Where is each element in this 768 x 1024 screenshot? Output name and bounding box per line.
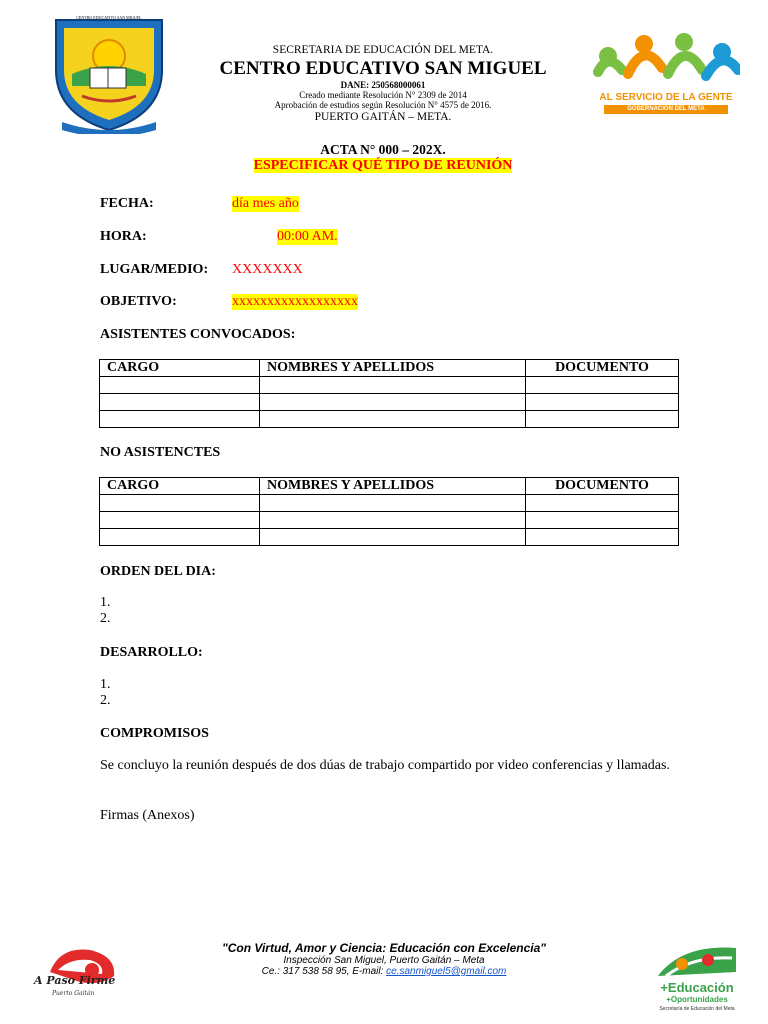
objetivo-label: OBJETIVO:: [100, 294, 177, 309]
list-item: 1.: [100, 677, 111, 692]
secretaria-educacion-text: Secretaría de Educación del Meta: [659, 1006, 735, 1012]
header-resolucion-aprobacion: Aprobación de estudios según Resolución N° 4575 de 2016.: [274, 100, 492, 110]
column-header-documento: DOCUMENTO: [526, 360, 679, 377]
firmas-text: Firmas (Anexos): [100, 808, 195, 823]
footer-phone: Ce.: 317 538 58 95, E-mail:: [261, 966, 387, 977]
list-item: 2.: [100, 693, 111, 708]
no-asistentes-title: NO ASISTENCTES: [100, 445, 221, 460]
footer-contact: [160, 966, 608, 977]
table-cell: [260, 512, 526, 529]
table-cell: [100, 495, 260, 512]
table-row: [100, 377, 679, 394]
desarrollo-title: DESARROLLO:: [100, 645, 203, 660]
table-row: [100, 512, 679, 529]
compromisos-title: COMPROMISOS: [100, 726, 209, 741]
mas-educacion-logo: [652, 942, 742, 1016]
gov-logo-slogan: AL SERVICIO DE LA GENTE: [599, 92, 733, 103]
table-cell: [100, 377, 260, 394]
table-row: [100, 394, 679, 411]
a-paso-firme-logo: [30, 942, 122, 1006]
a-paso-firme-text: A Paso Firme: [34, 974, 116, 987]
asistentes-table: [99, 359, 679, 428]
gobernacion-meta-logo: [592, 30, 740, 116]
orden-title: ORDEN DEL DIA:: [100, 564, 216, 579]
objetivo-value: xxxxxxxxxxxxxxxxxx: [232, 294, 358, 309]
table-cell: [526, 529, 679, 546]
gov-logo-name: GOBERNACIÓN DEL META: [604, 105, 728, 114]
table-header-row: [100, 360, 679, 377]
table-cell: [260, 529, 526, 546]
lugar-value: XXXXXXX: [232, 262, 303, 277]
header-city: PUERTO GAITÁN – META.: [314, 111, 452, 123]
table-cell: [260, 394, 526, 411]
footer-motto: "Con Virtud, Amor y Ciencia: Educación con Excelencia": [222, 941, 546, 955]
table-row: [100, 529, 679, 546]
hora-value: 00:00 AM.: [277, 229, 338, 244]
mas-educacion-text: +Educación: [660, 980, 734, 995]
table-cell: [526, 512, 679, 529]
table-cell: [526, 377, 679, 394]
table-cell: [100, 411, 260, 428]
column-header-nombres: NOMBRES Y APELLIDOS: [260, 478, 526, 495]
table-cell: [260, 495, 526, 512]
table-header-row: [100, 478, 679, 495]
asistentes-title: ASISTENTES CONVOCADOS:: [100, 327, 296, 342]
table-cell: [100, 394, 260, 411]
acta-subtitle-text: ESPECIFICAR QUÉ TIPO DE REUNIÓN: [253, 158, 513, 173]
column-header-cargo: CARGO: [100, 360, 260, 377]
table-row: [100, 411, 679, 428]
table-row: [100, 495, 679, 512]
list-item: 1.: [100, 595, 111, 610]
table-cell: [526, 394, 679, 411]
table-cell: [260, 411, 526, 428]
compromisos-text: Se concluyo la reunión después de dos dúas de trabajo compartido por video conferencias y llamadas.: [100, 758, 670, 773]
fecha-value: día mes año: [232, 196, 299, 211]
list-item: 2.: [100, 611, 111, 626]
table-cell: [526, 495, 679, 512]
column-header-nombres: NOMBRES Y APELLIDOS: [260, 360, 526, 377]
footer-address: Inspección San Miguel, Puerto Gaitán – Meta: [283, 955, 485, 966]
acta-subtitle: [200, 158, 566, 174]
footer-email-link[interactable]: ce.sanmiguel5@gmail.com: [386, 966, 507, 977]
mas-oportunidades-text: +Oportunidades: [666, 995, 728, 1004]
table-cell: [100, 529, 260, 546]
fecha-label: FECHA:: [100, 196, 154, 211]
header-school-name: CENTRO EDUCATIVO SAN MIGUEL: [219, 58, 547, 79]
table-cell: [100, 512, 260, 529]
puerto-gaitan-logo-text: Puerto Gaitán: [52, 990, 95, 997]
acta-number: ACTA N° 000 – 202X.: [320, 142, 446, 157]
no-asistentes-table: [99, 477, 679, 546]
hora-label: HORA:: [100, 229, 147, 244]
table-cell: [526, 411, 679, 428]
header-resolucion-creacion: Creado mediante Resolución N° 2309 de 2014: [299, 90, 467, 100]
crest-ribbon-text: CENTRO EDUCATIVO SAN MIGUEL: [76, 15, 142, 20]
school-crest-logo: [52, 14, 166, 134]
column-header-cargo: CARGO: [100, 478, 260, 495]
column-header-documento: DOCUMENTO: [526, 478, 679, 495]
table-cell: [260, 377, 526, 394]
lugar-label: LUGAR/MEDIO:: [100, 262, 209, 277]
header-secretaria: SECRETARIA DE EDUCACIÓN DEL META.: [272, 44, 494, 56]
header-dane: DANE: 250568000061: [340, 80, 426, 90]
